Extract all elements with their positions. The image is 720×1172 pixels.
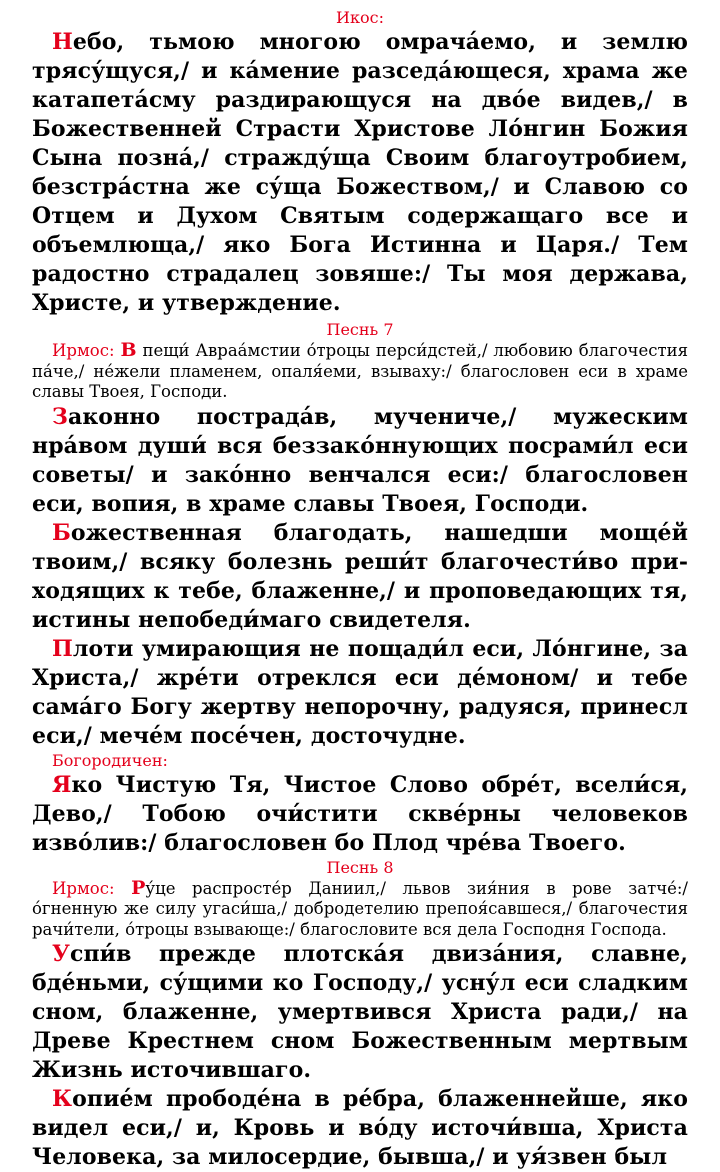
- paragraph-text: лоти умирающия не пощади́л еси, Ло́нгине, за Христа,/ жре́ти отреклся еси де́моном/ и тебе сама́го Богу жертву непорочну, радуяся, принесл еси,/ мече́м посе́чен, досточудне.: [32, 635, 688, 749]
- irmos-label: Ирмос:: [52, 341, 115, 360]
- irmos-text: пещи́ Авраа́мстии о́троцы перси́дстей,/ любовию благочестия па́че,/ не́жели пламенем, опаля́еми, взываху:/ благословен еси в храме славы Твоея, Господи.: [32, 341, 688, 401]
- paragraph-text: аконно пострада́в, мучениче,/ мужеским нра́вом души́ вся беззако́ннующих посрами́л еси советы/ и зако́нно венчался еси:/ благословен еси, вопия, в храме славы Твоея, Господи.: [32, 403, 688, 517]
- ikos-heading: Икос:: [336, 8, 384, 27]
- paragraph-text: ебо, тьмою многою омрача́емо, и землю трясу́щуся,/ и ка́мение разседа́ющеся, храма же катапета́сму раздирающуся на дво́е видев,/ в Божественней Страсти Христове Ло́нгин Божия Сына позна́,/ стражду́ща Своим благоутробием, безстра́стна же су́ща Божеством,/ и Славою со Отцем и Духом Святым содержащаго все и объемлюща,/ яко Бога Истинна и Царя./ Тем радостно страдалец зовяше:/ Ты моя держава, Христе, и утверждение.: [32, 29, 688, 316]
- drop-initial: З: [52, 403, 68, 430]
- ode7-troparion-3: [32, 635, 688, 751]
- drop-initial: П: [52, 635, 73, 662]
- ode7-irmos: [32, 340, 688, 403]
- ode7-troparion-1: [32, 403, 688, 519]
- theotokion-label: Богородичен:: [52, 750, 168, 770]
- paragraph-text: ожественная благодать, нашедши моще́й твоим,/ всяку болезнь реши́т благочести́во приходящих к тебе, блаженне,/ и проповедающих тя, истины непобеди́маго свидетеля.: [32, 519, 688, 633]
- drop-initial: У: [52, 941, 70, 967]
- irmos-label: Ирмос:: [52, 878, 115, 898]
- ode8-heading: Песнь 8: [326, 857, 394, 877]
- paragraph-text: опие́м прободе́на в ре́бра, блаженнейше, яко видел еси,/ и, Кровь и во́ду источи́вша, Христа Человека, за милосердие, бывша,/ и уя́звен был: [32, 1086, 688, 1170]
- irmos-initial: В: [120, 339, 137, 361]
- ode7-heading: Песнь 7: [326, 320, 394, 339]
- paragraph-text: ко Чистую Тя, Чистое Слово обре́т, всели́ся, Дево,/ Тобою очи́стити скве́рны человеков изво́лив:/ благословен бо Плод чре́ва Твоего.: [32, 771, 688, 856]
- drop-initial: Я: [52, 771, 72, 798]
- drop-initial: Н: [52, 29, 73, 55]
- ode7-troparion-2: [32, 519, 688, 635]
- drop-initial: Б: [52, 519, 71, 546]
- ode8-troparion-1: [32, 940, 688, 1085]
- irmos-text: у́це распросте́р Даниил,/ львов зия́ния в рове затче́:/ о́гненную же силу угаси́ша,/ добродетелию препоя́савшеся,/ благочестия рачи́тели, о́троцы взывающе:/ благословите вся дела Господня Господа.: [32, 878, 688, 939]
- ode8-troparion-2: [32, 1085, 688, 1172]
- ode8-irmos: [32, 878, 688, 941]
- ode7-theotokion: [32, 771, 688, 858]
- irmos-initial: Р: [131, 876, 146, 899]
- paragraph-text: спи́в прежде плотска́я двиза́ния, славне, бде́ньми, су́щими ко Господу,/ усну́л еси сладким сном, блаженне, умертвився Христа ради,/ на Древе Крестнем сном Божественным мертвым Жизнь источившаго.: [32, 941, 688, 1083]
- ikos-paragraph: [32, 28, 688, 318]
- drop-initial: К: [52, 1086, 73, 1112]
